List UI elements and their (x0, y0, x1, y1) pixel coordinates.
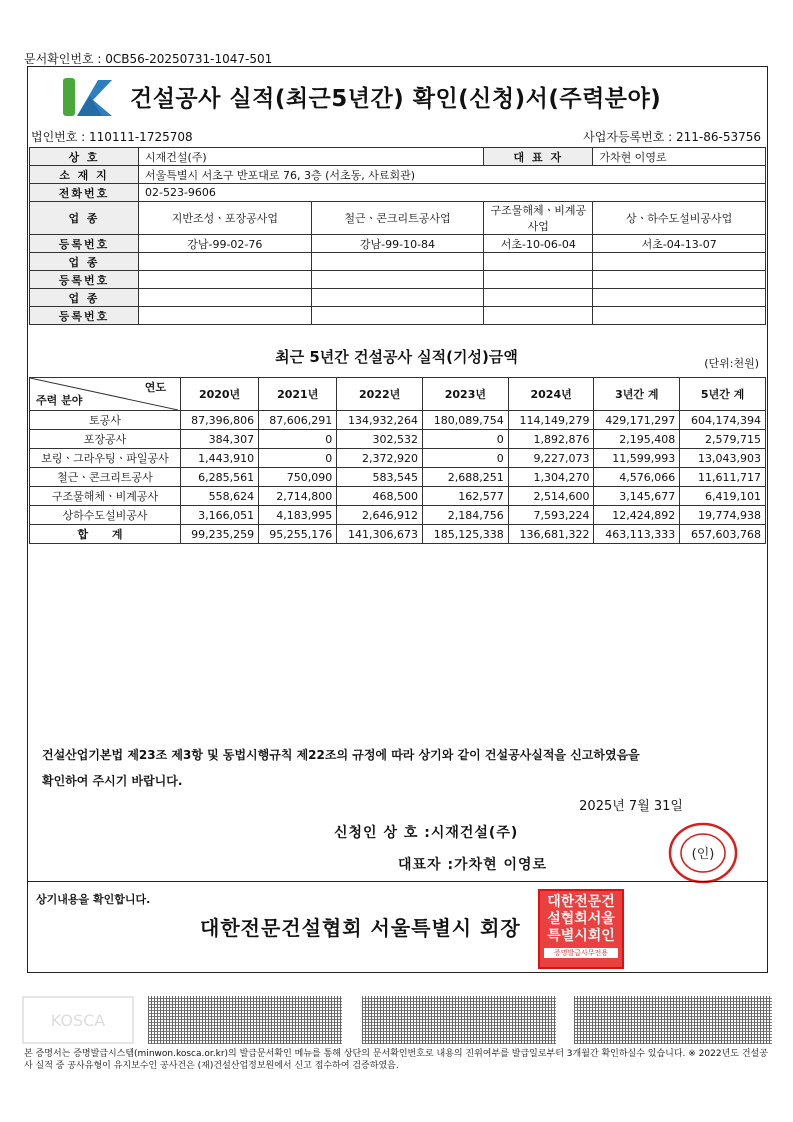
table-cell: 87,606,291 (259, 411, 337, 430)
column-header: 5년간 계 (680, 378, 766, 411)
business-number: 사업자등록번호 : 211-86-53756 (583, 130, 761, 144)
table-cell: 2,514,600 (508, 487, 594, 506)
watermark-logo-icon (22, 996, 134, 1044)
row-category: 합 계 (30, 525, 181, 544)
table-cell: 2,195,408 (594, 430, 680, 449)
table-cell: 99,235,259 (181, 525, 259, 544)
table-cell: 4,183,995 (259, 506, 337, 525)
barcode-block (148, 996, 342, 1044)
statement-line: 확인하여 주시기 바랍니다. (42, 774, 183, 788)
table-row (30, 506, 766, 525)
column-header: 2024년 (508, 378, 594, 411)
business-type: 지반조성ㆍ포장공사업 (139, 202, 312, 235)
table-cell: 7,593,224 (508, 506, 594, 525)
section-divider (27, 881, 768, 882)
table-cell: 6,285,561 (181, 468, 259, 487)
table-cell: 11,611,717 (680, 468, 766, 487)
stamp-line: 특별시회인 (547, 928, 615, 944)
svg-text:KOSCA: KOSCA (50, 1011, 106, 1030)
year-header: 연도 (144, 381, 166, 394)
registration-number: 강남-99-02-76 (139, 235, 312, 253)
stamp-line: 대한전문건 (547, 894, 615, 910)
table-row (30, 487, 766, 506)
table-cell: 141,306,673 (337, 525, 423, 544)
row-category: 보링ㆍ그라우팅ㆍ파일공사 (30, 449, 181, 468)
table-cell: 429,171,297 (594, 411, 680, 430)
footer-notice: 본 증명서는 증명발급시스템(minwon.kosca.or.kr)의 발급문서확인 메뉴를 통해 상단의 문서확인번호로 내용의 진위여부를 발급일로부터 3개월간 확인하실수 있습니다. ※ 2022년도 건설공사 실적 중 공사유형이 유지보수인 공사건은 (재)건설산업정보원에서 신고 접수하여 검증하였음. (24, 1049, 768, 1071)
table-cell: 558,624 (181, 487, 259, 506)
table-cell: 0 (423, 430, 509, 449)
business-type: 철근ㆍ콘크리트공사업 (311, 202, 484, 235)
table-row (30, 430, 766, 449)
phone-row (30, 184, 766, 202)
label-phone: 전화번호 (30, 184, 139, 202)
label-address: 소 재 지 (30, 166, 139, 184)
field-header: 주력 분야 (36, 394, 83, 407)
column-header: 2023년 (423, 378, 509, 411)
statement (42, 742, 742, 794)
table-cell: 384,307 (181, 430, 259, 449)
registration-number: 강남-99-10-84 (311, 235, 484, 253)
company-name-row (30, 148, 766, 166)
table-cell: 12,424,892 (594, 506, 680, 525)
table-cell: 2,184,756 (423, 506, 509, 525)
table-cell: 0 (423, 449, 509, 468)
registration-number: 서초-04-13-07 (593, 235, 766, 253)
row-category: 구조물해체ㆍ비계공사 (30, 487, 181, 506)
representative-line: 대표자 :가차현 이영로 (398, 857, 548, 873)
business-row-empty (30, 289, 766, 307)
table-cell: 583,545 (337, 468, 423, 487)
company-name: 시재건설(주) (139, 148, 484, 166)
seal-mark: (인) (691, 847, 715, 862)
table-cell: 2,688,251 (423, 468, 509, 487)
phone: 02-523-9606 (139, 184, 766, 202)
column-header: 2021년 (259, 378, 337, 411)
table-cell: 6,419,101 (680, 487, 766, 506)
document-number: 문서확인번호 : 0CB56-20250731-1047-501 (24, 52, 273, 66)
statement-line: 건설산업기본법 제23조 제3항 및 동법시행규칙 제22조의 규정에 따라 상기와 같이 건설공사실적을 신고하였음을 (42, 748, 640, 762)
barcode-block (362, 996, 556, 1044)
corporate-number: 법인번호 : 110111-1725708 (31, 130, 193, 144)
business-type: 구조물해체ㆍ비계공사업 (484, 202, 593, 235)
row-category: 상하수도설비공사 (30, 506, 181, 525)
official-stamp-icon (538, 889, 624, 969)
table-cell: 2,372,920 (337, 449, 423, 468)
table-cell: 87,396,806 (181, 411, 259, 430)
table-cell: 0 (259, 449, 337, 468)
table-cell: 13,043,903 (680, 449, 766, 468)
table-cell: 95,255,176 (259, 525, 337, 544)
registration-row-empty (30, 271, 766, 289)
table-cell: 0 (259, 430, 337, 449)
label-business: 업 종 (30, 289, 139, 307)
column-header: 2022년 (337, 378, 423, 411)
table-cell: 463,113,333 (594, 525, 680, 544)
table-cell: 9,227,073 (508, 449, 594, 468)
stamp-footer: 증명발급사무전용 (544, 948, 618, 958)
table-cell: 134,932,264 (337, 411, 423, 430)
table-cell: 11,599,993 (594, 449, 680, 468)
address-row (30, 166, 766, 184)
registration-number: 서초-10-06-04 (484, 235, 593, 253)
table-row (30, 411, 766, 430)
table-cell: 4,576,066 (594, 468, 680, 487)
kosca-logo-icon (60, 74, 116, 120)
table-cell: 1,443,910 (181, 449, 259, 468)
table-cell: 180,089,754 (423, 411, 509, 430)
column-header: 2020년 (181, 378, 259, 411)
table-cell: 468,500 (337, 487, 423, 506)
column-header: 3년간 계 (594, 378, 680, 411)
diagonal-header-cell (30, 378, 181, 411)
table-cell: 114,149,279 (508, 411, 594, 430)
table-cell: 2,646,912 (337, 506, 423, 525)
table-cell: 162,577 (423, 487, 509, 506)
table-cell: 185,125,338 (423, 525, 509, 544)
performance-title: 최근 5년간 건설공사 실적(기성)금액 (275, 348, 518, 366)
table-cell: 136,681,322 (508, 525, 594, 544)
row-category: 토공사 (30, 411, 181, 430)
table-cell: 1,892,876 (508, 430, 594, 449)
unit-label: (단위:천원) (704, 357, 759, 370)
table-row (30, 468, 766, 487)
address: 서울특별시 서초구 반포대로 76, 3층 (서초동, 사료회관) (139, 166, 766, 184)
label-registration: 등록번호 (30, 307, 139, 325)
label-business: 업 종 (30, 253, 139, 271)
table-cell: 3,166,051 (181, 506, 259, 525)
table-cell: 302,532 (337, 430, 423, 449)
row-category: 철근ㆍ콘크리트공사 (30, 468, 181, 487)
barcode-block (574, 996, 772, 1044)
applicant-line: 신청인 상 호 :시재건설(주) (334, 825, 519, 841)
table-cell: 604,174,394 (680, 411, 766, 430)
table-cell: 2,579,715 (680, 430, 766, 449)
representative-name: 가차현 이영로 (593, 148, 766, 166)
label-company-name: 상 호 (30, 148, 139, 166)
registration-row (30, 235, 766, 253)
table-cell: 1,304,270 (508, 468, 594, 487)
business-row (30, 202, 766, 235)
company-info-table (29, 147, 766, 325)
table-cell: 750,090 (259, 468, 337, 487)
performance-body (30, 411, 766, 544)
label-registration: 등록번호 (30, 271, 139, 289)
page-title: 건설공사 실적(최근5년간) 확인(신청)서(주력분야) (130, 86, 662, 112)
row-category: 포장공사 (30, 430, 181, 449)
table-cell: 657,603,768 (680, 525, 766, 544)
performance-header-row (30, 378, 766, 411)
stamp-line: 설협회서울 (547, 911, 615, 927)
total-row (30, 525, 766, 544)
table-row (30, 449, 766, 468)
confirm-text: 상기내용을 확인합니다. (36, 893, 151, 906)
business-row-empty (30, 253, 766, 271)
label-business: 업 종 (30, 202, 139, 235)
registration-row-empty (30, 307, 766, 325)
company-seal-icon (666, 820, 740, 886)
table-cell: 19,774,938 (680, 506, 766, 525)
label-representative: 대 표 자 (484, 148, 593, 166)
performance-table (29, 377, 766, 544)
table-cell: 3,145,677 (594, 487, 680, 506)
table-cell: 2,714,800 (259, 487, 337, 506)
label-registration: 등록번호 (30, 235, 139, 253)
verification-code-strip (22, 996, 774, 1044)
chairman-title: 대한전문건설협회 서울특별시 회장 (200, 916, 521, 940)
business-type: 상ㆍ하수도설비공사업 (593, 202, 766, 235)
issue-date: 2025년 7월 31일 (579, 799, 683, 814)
